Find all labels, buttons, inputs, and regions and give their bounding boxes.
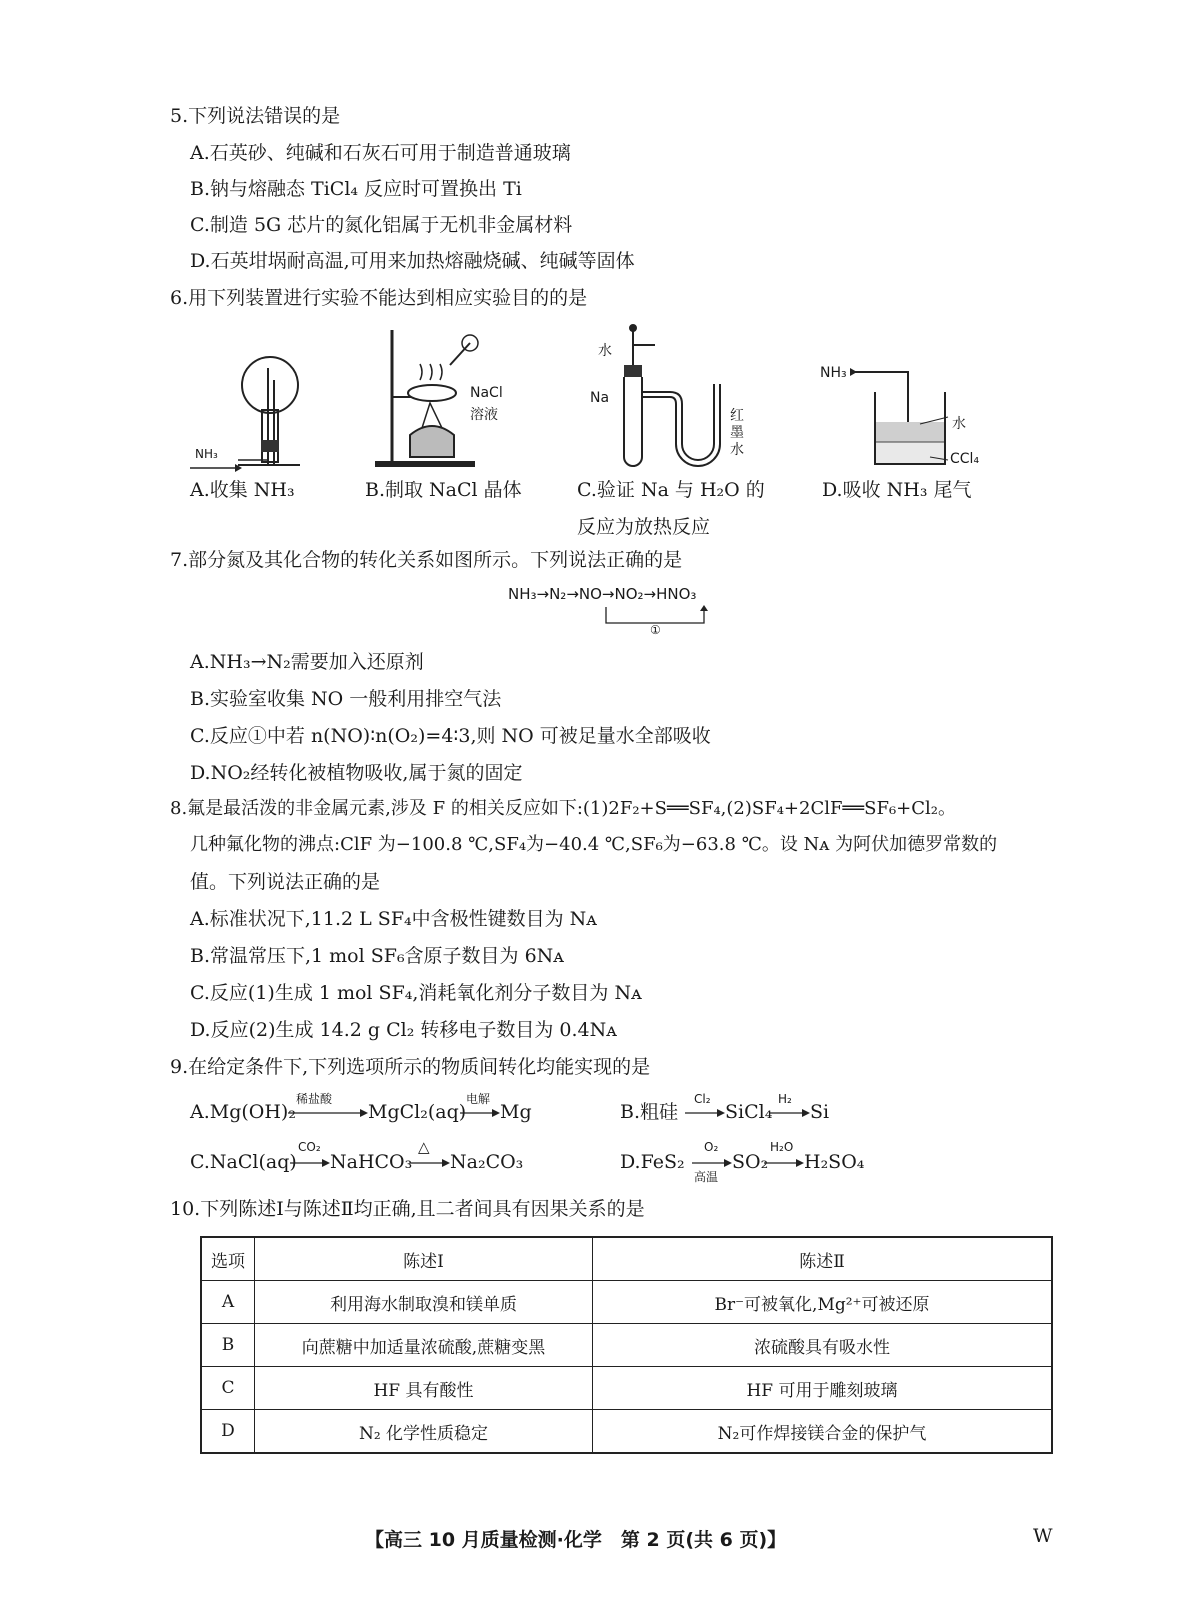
label-ccl4: CCl₄ <box>950 451 980 467</box>
q9-b-p2: SiCl₄ <box>725 1101 773 1123</box>
q5-option-d: D.石英坩埚耐高温,可用来加热熔融烧碱、纯碱等固体 <box>190 250 635 272</box>
cell-statement-2: 浓硫酸具有吸水性 <box>593 1324 1053 1367</box>
q9-c-arrow-1 <box>290 1158 330 1168</box>
q10-stem: 10.下列陈述Ⅰ与陈述Ⅱ均正确,且二者间具有因果关系的是 <box>170 1198 645 1220</box>
label-red-ink-1: 红 <box>730 408 744 424</box>
q9-d-c1: O₂ <box>704 1140 719 1154</box>
q9-a-p1: A.Mg(OH)₂ <box>190 1101 296 1123</box>
label-red-ink-2: 墨 <box>730 425 744 441</box>
q5-stem: 5.下列说法错误的是 <box>170 105 341 127</box>
q9-d-arrow-1 <box>692 1158 732 1168</box>
q9-b-p3: Si <box>810 1101 830 1123</box>
q9-a-p2: MgCl₂(aq) <box>368 1101 467 1123</box>
q6-caption-b: B.制取 NaCl 晶体 <box>365 479 522 501</box>
q9-b-c2: H₂ <box>778 1092 792 1106</box>
label-nh3-d: NH₃ <box>820 365 847 381</box>
cell-statement-2: N₂可作焊接镁合金的保护气 <box>593 1410 1053 1454</box>
q9-b-c1: Cl₂ <box>694 1092 711 1106</box>
q9-a-arrow-2 <box>460 1108 500 1118</box>
table-row <box>201 1281 1052 1324</box>
q6-caption-c-1: C.验证 Na 与 H₂O 的 <box>577 479 765 501</box>
label-water-d: 水 <box>952 416 966 432</box>
q6-caption-c-2: 反应为放热反应 <box>577 516 711 538</box>
label-nacl: NaCl <box>470 385 503 401</box>
cell-statement-1: 利用海水制取溴和镁单质 <box>255 1281 593 1324</box>
q9-c-p2: NaHCO₃ <box>330 1151 413 1173</box>
header-statement-1: 陈述Ⅰ <box>255 1237 593 1281</box>
header-option: 选项 <box>201 1237 255 1281</box>
q9-b-arrow-2 <box>770 1108 810 1118</box>
q6-stem: 6.用下列装置进行实验不能达到相应实验目的的是 <box>170 287 588 309</box>
q5-option-a: A.石英砂、纯碱和石灰石可用于制造普通玻璃 <box>190 142 571 164</box>
q9-b-arrow-1 <box>685 1108 725 1118</box>
q7-reaction-chain: NH₃→N₂→NO→NO₂→HNO₃ <box>508 585 697 603</box>
cell-option: A <box>201 1281 255 1324</box>
q9-d-p3: H₂SO₄ <box>804 1151 865 1173</box>
table-row <box>201 1367 1052 1410</box>
q9-c-p1: C.NaCl(aq) <box>190 1151 297 1173</box>
q7-stem: 7.部分氮及其化合物的转化关系如图所示。下列说法正确的是 <box>170 549 683 571</box>
page-watermark-letter: W <box>1033 1525 1053 1547</box>
label-solution: 溶液 <box>470 407 498 423</box>
q8-option-b: B.常温常压下,1 mol SF₆含原子数目为 6Nᴀ <box>190 945 565 967</box>
q5-option-c: C.制造 5G 芯片的氮化铝属于无机非金属材料 <box>190 214 573 236</box>
q5-option-b: B.钠与熔融态 TiCl₄ 反应时可置换出 Ti <box>190 178 522 200</box>
q8-line-3: 值。下列说法正确的是 <box>190 871 381 893</box>
header-statement-2: 陈述Ⅱ <box>593 1237 1053 1281</box>
q8-option-c: C.反应(1)生成 1 mol SF₄,消耗氧化剂分子数目为 Nᴀ <box>190 982 642 1004</box>
label-nh3-a: NH₃ <box>195 447 218 461</box>
label-na: Na <box>590 390 610 406</box>
q9-c-c2: △ <box>418 1138 430 1156</box>
q7-step-label: ① <box>650 623 661 637</box>
page-footer: 【高三 10 月质量检测·化学 第 2 页(共 6 页)】 <box>365 1529 787 1551</box>
table-row <box>201 1410 1052 1454</box>
q7-option-a: A.NH₃→N₂需要加入还原剂 <box>190 651 424 673</box>
label-water-c: 水 <box>598 343 612 359</box>
q9-c-c1: CO₂ <box>298 1140 321 1154</box>
q9-c-arrow-2 <box>410 1158 450 1168</box>
q6-caption-d: D.吸收 NH₃ 尾气 <box>822 479 972 501</box>
cell-option: C <box>201 1367 255 1410</box>
label-red-ink-3: 水 <box>730 442 744 458</box>
apparatus-b-figure <box>370 325 480 470</box>
q9-a-c2: 电解 <box>466 1092 491 1106</box>
cell-statement-1: 向蔗糖中加适量浓硫酸,蔗糖变黑 <box>255 1324 593 1367</box>
apparatus-c-figure <box>600 320 750 470</box>
q8-option-a: A.标准状况下,11.2 L SF₄中含极性键数目为 Nᴀ <box>190 908 598 930</box>
q8-line-1: 8.氟是最活泼的非金属元素,涉及 F 的相关反应如下:(1)2F₂+S══SF₄,(2)SF₄+2ClF══SF₆+Cl₂。 <box>170 798 957 819</box>
q9-a-arrow-1 <box>288 1108 368 1118</box>
q8-line-2: 几种氟化物的沸点:ClF 为−100.8 ℃,SF₄为−40.4 ℃,SF₆为−63.8 ℃。设 Nᴀ 为阿伏加德罗常数的 <box>190 834 998 855</box>
cell-option: D <box>201 1410 255 1454</box>
q8-option-d: D.反应(2)生成 14.2 g Cl₂ 转移电子数目为 0.4Nᴀ <box>190 1019 617 1041</box>
q6-caption-a: A.收集 NH₃ <box>190 479 295 501</box>
q9-d-arrow-2 <box>764 1158 804 1168</box>
q7-option-d: D.NO₂经转化被植物吸收,属于氮的固定 <box>190 762 523 784</box>
cell-statement-2: HF 可用于雕刻玻璃 <box>593 1367 1053 1410</box>
q9-stem: 9.在给定条件下,下列选项所示的物质间转化均能实现的是 <box>170 1056 651 1078</box>
cell-statement-1: HF 具有酸性 <box>255 1367 593 1410</box>
q9-a-c1: 稀盐酸 <box>296 1092 333 1106</box>
table-header-row <box>201 1237 1052 1281</box>
q9-c-p3: Na₂CO₃ <box>450 1151 524 1173</box>
q10-table <box>200 1236 1053 1454</box>
q7-option-c: C.反应①中若 n(NO)∶n(O₂)=4∶3,则 NO 可被足量水全部吸收 <box>190 725 711 747</box>
cell-statement-2: Br⁻可被氧化,Mg²⁺可被还原 <box>593 1281 1053 1324</box>
q9-b-p1: B.粗硅 <box>620 1101 679 1123</box>
q9-a-p3: Mg <box>500 1101 532 1123</box>
q9-d-c1b: 高温 <box>694 1170 719 1184</box>
q7-option-b: B.实验室收集 NO 一般利用排空气法 <box>190 688 502 710</box>
cell-option: B <box>201 1324 255 1367</box>
q9-d-p1: D.FeS₂ <box>620 1151 685 1173</box>
q9-d-c2: H₂O <box>770 1140 794 1154</box>
table-row <box>201 1324 1052 1367</box>
cell-statement-1: N₂ 化学性质稳定 <box>255 1410 593 1454</box>
q9-d-p2: SO₂ <box>732 1151 769 1173</box>
